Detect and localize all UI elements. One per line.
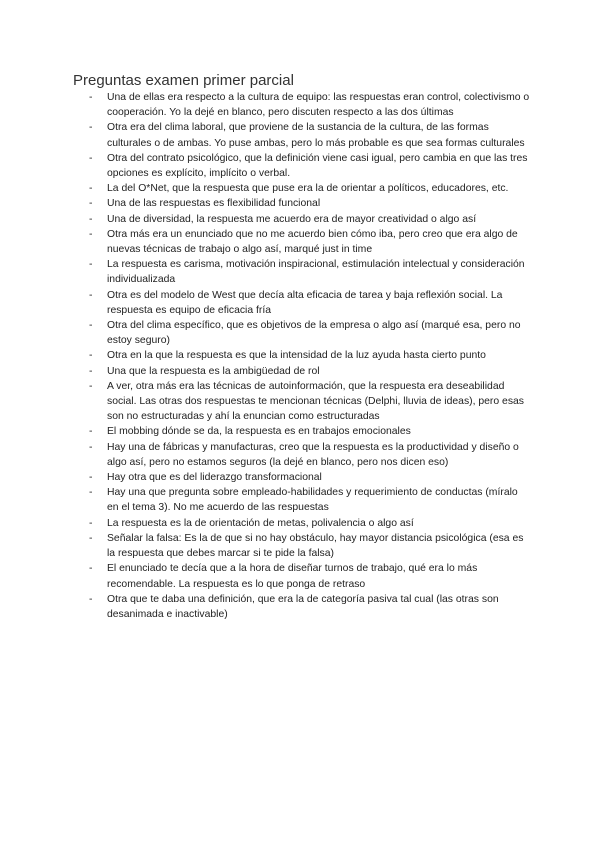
list-item [0, 227, 600, 257]
bullet-dash: - [89, 213, 93, 225]
list-item [0, 364, 600, 379]
bullet-dash: - [89, 487, 93, 499]
list-item [0, 288, 600, 318]
list-item [0, 440, 600, 470]
list-item [0, 348, 600, 363]
question-list [0, 90, 600, 622]
list-item [0, 318, 600, 348]
list-item-text: La del O*Net, que la respuesta que puse era la de orientar a políticos, educadores, etc. [107, 183, 509, 195]
list-item [0, 181, 600, 196]
bullet-dash: - [89, 198, 93, 210]
list-item-text: El enunciado te decía que a la hora de diseñar turnos de trabajo, qué era lo más recomendable. La respuesta es lo que ponga de retraso [107, 563, 478, 590]
list-item [0, 212, 600, 227]
bullet-dash: - [89, 365, 93, 377]
list-item [0, 151, 600, 181]
list-item-text: Hay una que pregunta sobre empleado-habilidades y requerimiento de conductas (míralo en el tema 3). No me acuerdo de las respuestas [107, 487, 518, 514]
bullet-dash: - [89, 441, 93, 453]
list-item-text: Una de las respuestas es flexibilidad funcional [107, 198, 321, 210]
list-item-text: Señalar la falsa: Es la de que si no hay obstáculo, hay mayor distancia psicológica (esa es la respuesta que debes marcar si te pide la falsa) [107, 532, 524, 560]
list-item [0, 485, 600, 515]
list-item-text: A ver, otra más era las técnicas de autoinformación, que la respuesta era deseabilidad social. Las otras dos respuestas te mencionan técnicas (Delphi, lluvia de ideas), pero esas son no estructuradas y ahí la enuncian como estructuradas [107, 380, 525, 423]
list-item-text: Otra que te daba una definición, que era la de categoría pasiva tal cual (las otras son desanimada e inactivable) [107, 593, 499, 620]
list-item [0, 120, 600, 150]
bullet-dash: - [89, 289, 93, 301]
bullet-dash: - [89, 532, 93, 544]
bullet-dash: - [89, 563, 93, 575]
list-item-text: Otra del clima específico, que es objetivos de la empresa o algo así (marqué esa, pero no estoy seguro) [107, 320, 521, 347]
list-item-text: Una de diversidad, la respuesta me acuerdo era de mayor creatividad o algo así [107, 213, 477, 225]
list-item-text: Otra era del clima laboral, que proviene de la sustancia de la cultura, de las formas culturales o de ambas. Yo puse ambas, pero lo más probable es que sea formas culturales [107, 122, 525, 149]
bullet-dash: - [89, 152, 93, 164]
list-item [0, 516, 600, 531]
list-item [0, 470, 600, 485]
list-item-text: Otra es del modelo de West que decía alta eficacia de tarea y baja reflexión social. La respuesta es equipo de eficacia fría [107, 289, 503, 316]
list-item-text: Una de ellas era respecto a la cultura de equipo: las respuestas eran control, colectivismo o cooperación. Yo la dejé en blanco, pero discuten respecto a las dos últimas [107, 92, 530, 119]
list-item-text: Otra en la que la respuesta es que la intensidad de la luz ayuda hasta cierto punto [107, 350, 486, 362]
list-item-text: Hay una de fábricas y manufacturas, creo que la respuesta es la productividad y diseño o algo así, pero no estamos seguros (la dejé en blanco, pero nos dicen eso) [107, 441, 519, 468]
list-item [0, 90, 600, 120]
list-item-text: El mobbing dónde se da, la respuesta es en trabajos emocionales [107, 426, 411, 438]
bullet-dash: - [89, 593, 93, 605]
list-item [0, 257, 600, 287]
list-item-text: Otra del contrato psicológico, que la definición viene casi igual, pero cambia en que las tres opciones es explícito, implícito o verbal. [107, 152, 528, 180]
bullet-dash: - [89, 259, 93, 271]
list-item [0, 592, 600, 622]
bullet-dash: - [89, 517, 93, 529]
list-item-text: La respuesta es la de orientación de metas, polivalencia o algo así [107, 517, 414, 529]
list-item [0, 561, 600, 591]
list-item [0, 424, 600, 439]
bullet-dash: - [89, 350, 93, 362]
bullet-dash: - [89, 92, 93, 103]
bullet-dash: - [89, 426, 93, 438]
page-title: Preguntas examen primer parcial [73, 72, 294, 89]
bullet-dash: - [89, 122, 93, 134]
list-item-text: La respuesta es carisma, motivación inspiracional, estimulación intelectual y consideración individualizada [107, 259, 525, 286]
bullet-dash: - [89, 380, 93, 392]
list-item-text: Otra más era un enunciado que no me acuerdo bien cómo iba, pero creo que era algo de nuevas técnicas de trabajo o algo así, marqué just in time [107, 228, 518, 256]
list-item [0, 379, 600, 425]
list-item-text: Una que la respuesta es la ambigüedad de rol [107, 365, 320, 377]
list-item [0, 531, 600, 561]
bullet-dash: - [89, 320, 93, 332]
bullet-dash: - [89, 472, 93, 484]
bullet-dash: - [89, 228, 93, 240]
list-item [0, 196, 600, 211]
bullet-dash: - [89, 183, 93, 195]
list-item-text: Hay otra que es del liderazgo transformacional [107, 472, 322, 484]
